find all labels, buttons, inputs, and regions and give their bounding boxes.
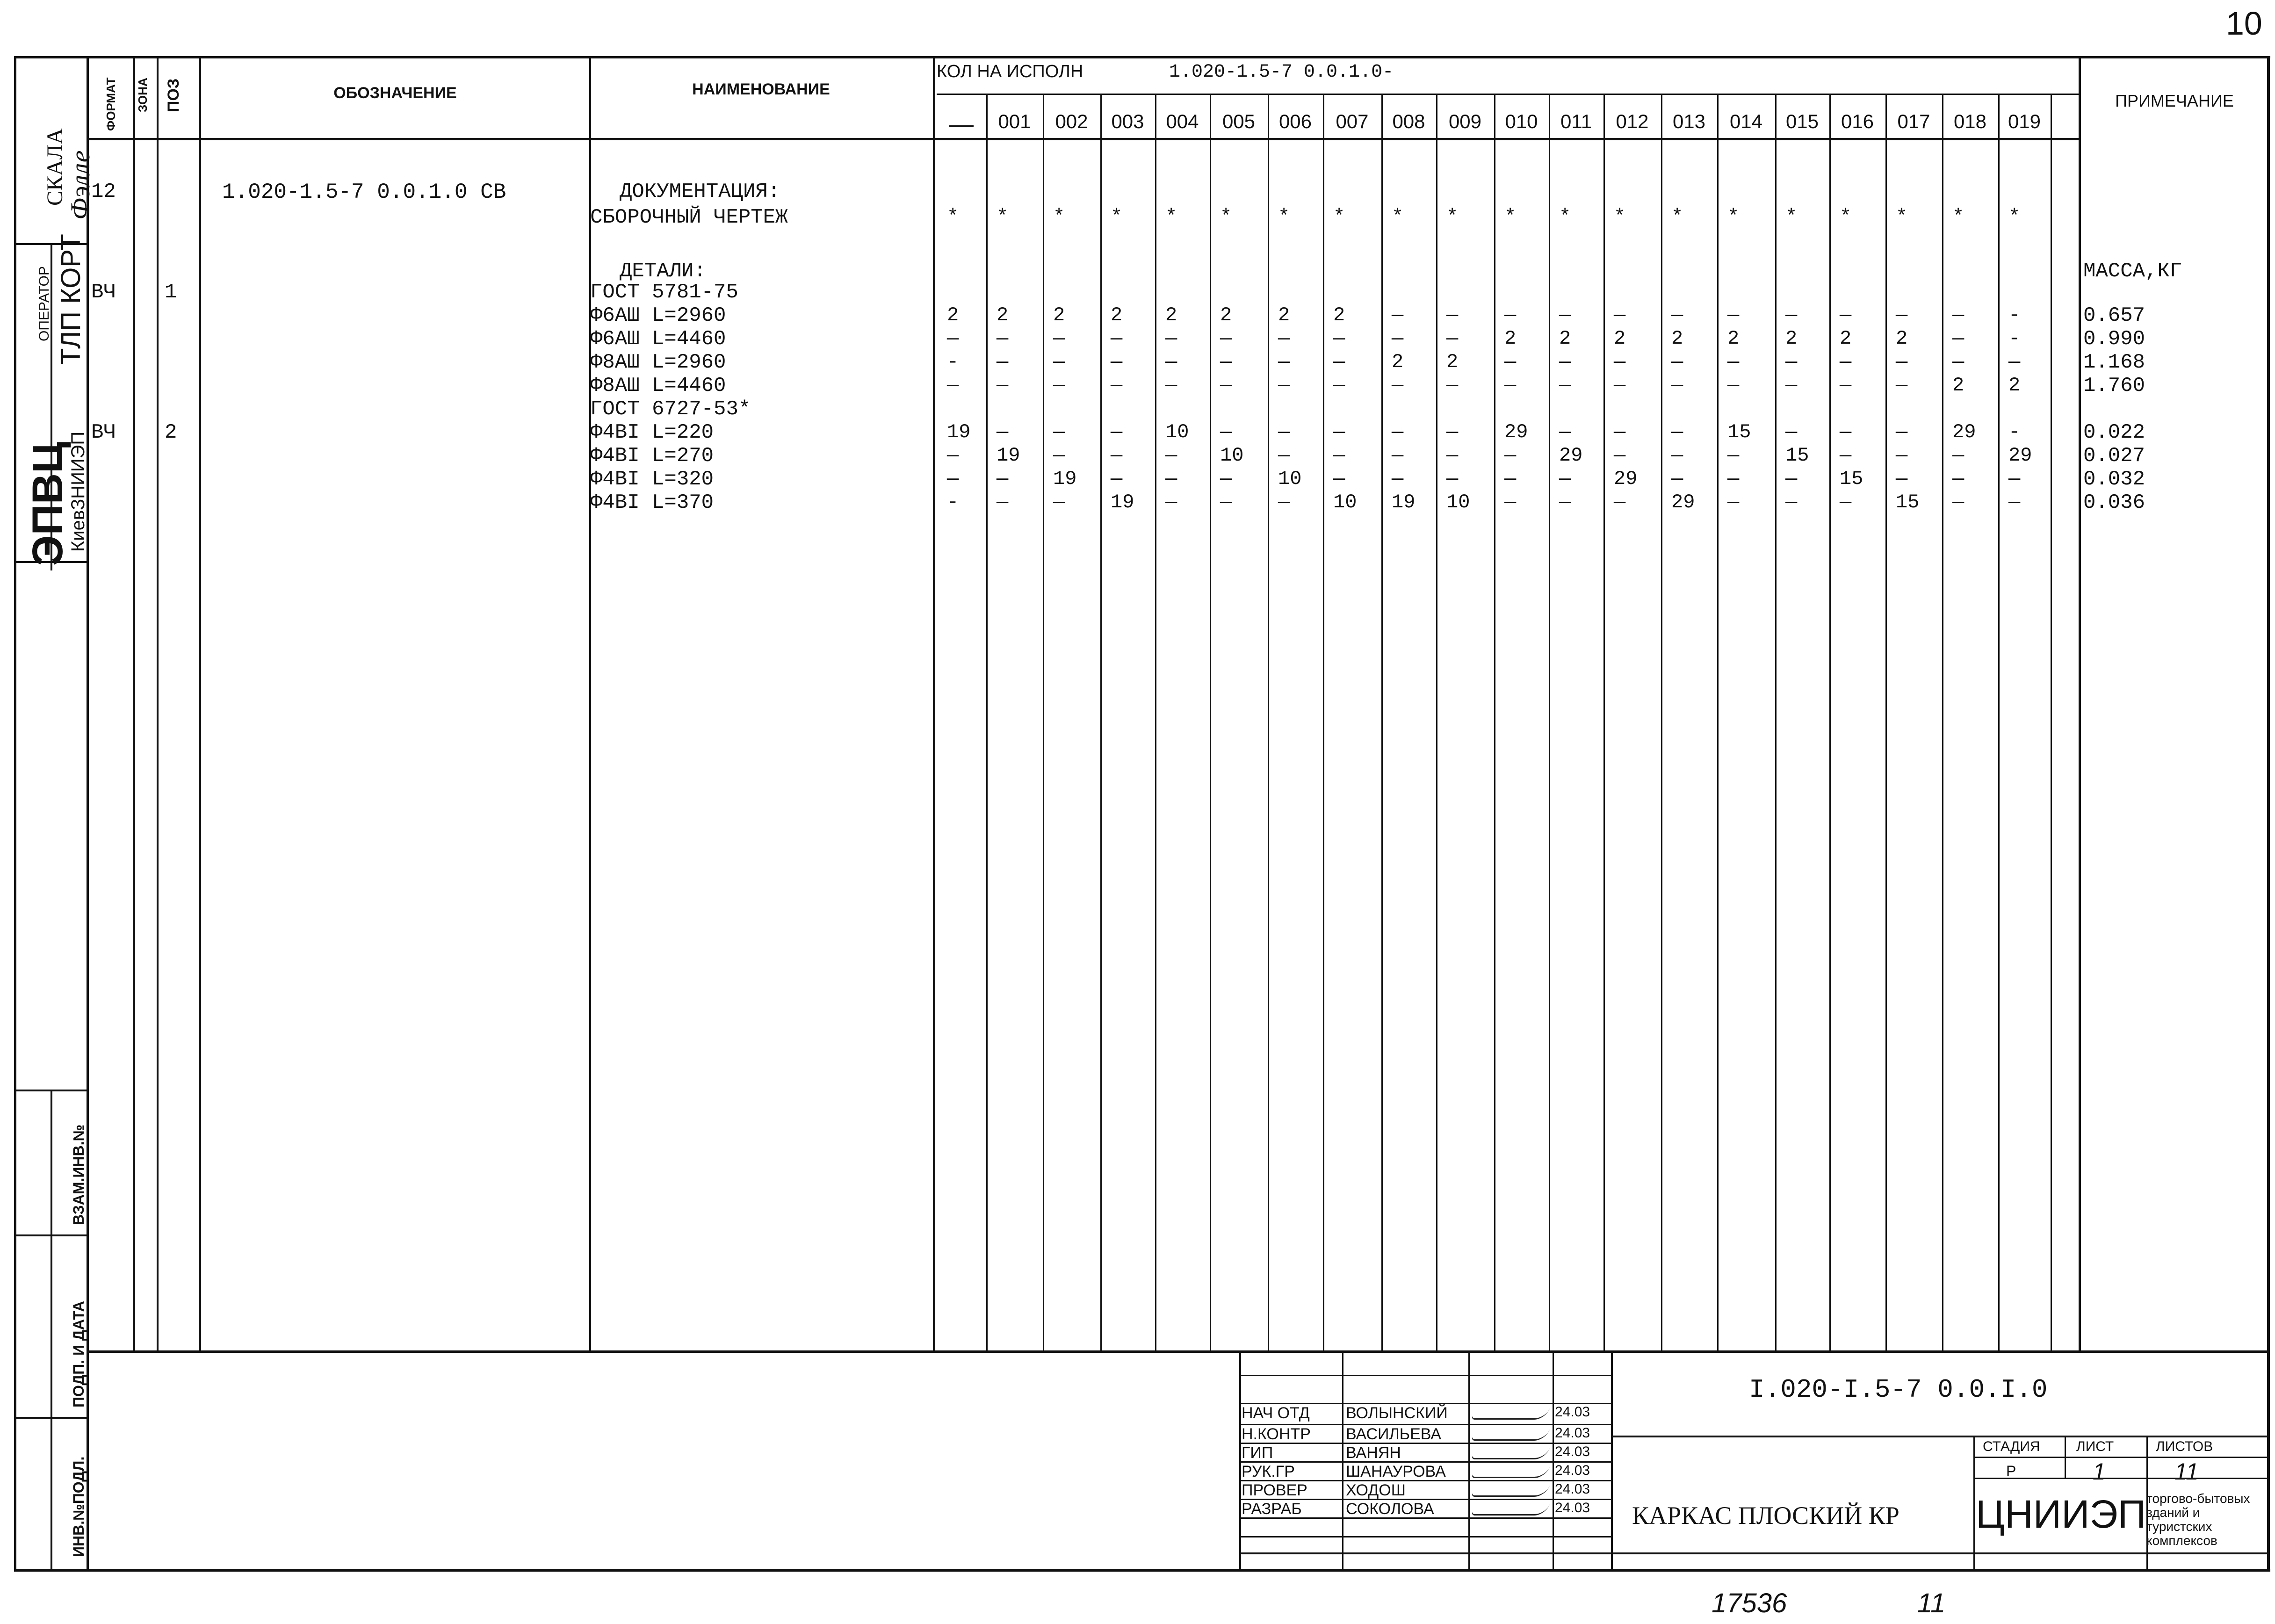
qty-cell: - bbox=[2008, 421, 2021, 443]
qty-cell: - bbox=[947, 351, 959, 373]
qty-cell: — bbox=[1614, 304, 1626, 326]
qty-cell: 2 bbox=[1896, 327, 1908, 350]
qty-cell: — bbox=[947, 327, 959, 350]
zone-header: ЗОНА bbox=[136, 78, 150, 112]
staff-date: 24.03 bbox=[1555, 1404, 1590, 1420]
variant-header-013: 013 bbox=[1672, 110, 1706, 132]
qty-cell: — bbox=[1614, 491, 1626, 513]
qty-cell: — bbox=[1559, 304, 1571, 326]
sheet-label: ЛИСТ bbox=[2076, 1439, 2114, 1454]
variant-header-016: 016 bbox=[1841, 110, 1874, 132]
qty-cell: * bbox=[1165, 206, 1177, 228]
qty-cell: 19 bbox=[1053, 468, 1077, 490]
qty-cell: — bbox=[1278, 351, 1290, 373]
qty-cell: — bbox=[1504, 468, 1517, 490]
variant-header-008: 008 bbox=[1392, 110, 1425, 132]
qty-cell: — bbox=[997, 421, 1009, 443]
variant-header-018: 018 bbox=[1953, 110, 1987, 132]
qty-cell: — bbox=[1671, 421, 1683, 443]
qty-cell: 19 bbox=[997, 444, 1020, 467]
row-name: ГОСТ 5781-75 bbox=[590, 281, 738, 304]
staff-signature bbox=[1471, 1504, 1550, 1516]
qty-cell: — bbox=[1896, 468, 1908, 490]
qty-cell: — bbox=[1727, 468, 1740, 490]
qty-cell: 29 bbox=[2008, 444, 2032, 467]
qty-cell: — bbox=[1952, 327, 1964, 350]
qty-cell: — bbox=[1671, 468, 1683, 490]
variant-header-010: 010 bbox=[1505, 110, 1538, 132]
row-name: Ф4ВI L=320 bbox=[590, 468, 714, 491]
qty-cell: — bbox=[1671, 444, 1683, 467]
qty-cell: — bbox=[997, 491, 1009, 513]
row-name: ДЕТАЛИ: bbox=[620, 260, 706, 283]
qty-cell: 2 bbox=[1278, 304, 1290, 326]
variant-header-002: 002 bbox=[1055, 110, 1088, 132]
qty-cell: — bbox=[1559, 374, 1571, 397]
qty-cell: — bbox=[1220, 351, 1232, 373]
qty-cell: 19 bbox=[1392, 491, 1416, 513]
qty-cell: — bbox=[1053, 444, 1065, 467]
side-kiev: КиевЗНИИЭП bbox=[68, 431, 88, 552]
row-note: 1.760 bbox=[2083, 374, 2145, 397]
qty-cell: 2 bbox=[1446, 351, 1459, 373]
qty-cell: — bbox=[1220, 374, 1232, 397]
qty-cell: — bbox=[1785, 304, 1798, 326]
variant-header-011: 011 bbox=[1560, 110, 1592, 132]
qty-cell: — bbox=[1896, 421, 1908, 443]
qty-cell: 2 bbox=[2008, 374, 2021, 397]
qty-cell: 15 bbox=[1785, 444, 1809, 467]
staff-date: 24.03 bbox=[1555, 1500, 1590, 1516]
staff-name: ВАСИЛЬЕВА bbox=[1346, 1425, 1441, 1443]
row-note: МАССА,КГ bbox=[2083, 260, 2182, 283]
qty-cell: 2 bbox=[1671, 327, 1683, 350]
qty-cell: — bbox=[1392, 327, 1404, 350]
qty-cell: — bbox=[1671, 304, 1683, 326]
qty-cell: — bbox=[1896, 304, 1908, 326]
qty-cell: — bbox=[1053, 374, 1065, 397]
qty-cell: — bbox=[1392, 374, 1404, 397]
variant-header-base: — bbox=[949, 111, 974, 138]
note-header: ПРИМЕЧАНИЕ bbox=[2115, 91, 2234, 110]
qty-cell: 29 bbox=[1671, 491, 1695, 513]
row-note: 0.657 bbox=[2083, 304, 2145, 327]
qty-cell: — bbox=[1165, 374, 1177, 397]
qty-cell: — bbox=[1504, 444, 1517, 467]
qty-cell: — bbox=[1111, 327, 1123, 350]
side-epvc: ЭПВЦ bbox=[24, 441, 72, 566]
qty-cell: — bbox=[1053, 421, 1065, 443]
qty-cell: — bbox=[947, 374, 959, 397]
qty-cell: — bbox=[1785, 374, 1798, 397]
qty-cell: — bbox=[1727, 351, 1740, 373]
qty-cell: — bbox=[1278, 327, 1290, 350]
name-header: НАИМЕНОВАНИЕ bbox=[692, 80, 830, 98]
stage-label: СТАДИЯ bbox=[1983, 1439, 2040, 1454]
row-name: Ф8АШ L=2960 bbox=[590, 351, 726, 374]
qty-cell: — bbox=[1111, 444, 1123, 467]
qty-cell: 2 bbox=[1952, 374, 1964, 397]
staff-name: ВАНЯН bbox=[1346, 1444, 1401, 1462]
qty-cell: — bbox=[1785, 491, 1798, 513]
qty-cell: 2 bbox=[1785, 327, 1798, 350]
side-label-scale: СКАЛА bbox=[43, 128, 67, 206]
qty-cell: 2 bbox=[1392, 351, 1404, 373]
qty-cell: 19 bbox=[1111, 491, 1134, 513]
org-name: ЦНИИЭП bbox=[1976, 1492, 2146, 1536]
qty-cell: — bbox=[1333, 444, 1345, 467]
row-name: Ф6АШ L=4460 bbox=[590, 327, 726, 351]
sheets-label: ЛИСТОВ bbox=[2156, 1439, 2213, 1454]
qty-cell: - bbox=[2008, 304, 2021, 326]
qty-cell: — bbox=[1504, 491, 1517, 513]
qty-cell: 10 bbox=[1220, 444, 1244, 467]
side-inv: ИНВ.№ПОДЛ. bbox=[70, 1456, 87, 1557]
qty-cell: — bbox=[1165, 444, 1177, 467]
row-name: Ф4ВI L=270 bbox=[590, 444, 714, 468]
qty-cell: — bbox=[1333, 421, 1345, 443]
staff-role: РАЗРАБ bbox=[1242, 1500, 1302, 1518]
qty-cell: 2 bbox=[1053, 304, 1065, 326]
org-sub: торгово-бытовых зданий и туристских комплексов bbox=[2146, 1491, 2250, 1548]
row-note: 0.027 bbox=[2083, 444, 2145, 468]
qty-cell: — bbox=[1392, 444, 1404, 467]
page-number: 10 bbox=[2226, 5, 2262, 42]
side-tlp: ТЛП КОРТ bbox=[56, 234, 86, 365]
qty-cell: — bbox=[1220, 421, 1232, 443]
qty-cell: — bbox=[1446, 327, 1459, 350]
qty-cell: — bbox=[1727, 491, 1740, 513]
qty-cell: 29 bbox=[1614, 468, 1638, 490]
qty-cell: 2 bbox=[1559, 327, 1571, 350]
qty-cell: — bbox=[1785, 421, 1798, 443]
qty-cell: — bbox=[1446, 468, 1459, 490]
qty-cell: * bbox=[1111, 206, 1123, 228]
row-name: СБОРОЧНЫЙ ЧЕРТЕЖ bbox=[590, 206, 788, 229]
qty-cell: — bbox=[1053, 327, 1065, 350]
staff-signature bbox=[1471, 1429, 1550, 1441]
qty-cell: — bbox=[1446, 444, 1459, 467]
qty-cell: — bbox=[1220, 491, 1232, 513]
qty-caption: КОЛ НА ИСПОЛН bbox=[937, 62, 1083, 81]
qty-cell: — bbox=[1896, 444, 1908, 467]
staff-signature bbox=[1471, 1448, 1550, 1459]
qty-cell: 29 bbox=[1559, 444, 1583, 467]
qty-cell: — bbox=[947, 468, 959, 490]
qty-cell: — bbox=[947, 444, 959, 467]
qty-cell: — bbox=[1220, 468, 1232, 490]
qty-cell: — bbox=[1165, 468, 1177, 490]
variant-header-003: 003 bbox=[1111, 110, 1144, 132]
qty-cell: — bbox=[1559, 468, 1571, 490]
qty-cell: * bbox=[2008, 206, 2021, 228]
row-name: Ф8АШ L=4460 bbox=[590, 374, 726, 397]
qty-cell: — bbox=[1952, 304, 1964, 326]
staff-date: 24.03 bbox=[1555, 1481, 1590, 1497]
row-pos: 2 bbox=[165, 421, 177, 444]
row-format: ВЧ bbox=[91, 421, 116, 444]
side-vzam: ВЗАМ.ИНВ.№ bbox=[70, 1124, 87, 1225]
row-name: Ф4ВI L=220 bbox=[590, 421, 714, 444]
row-pos: 1 bbox=[165, 281, 177, 304]
staff-date: 24.03 bbox=[1555, 1444, 1590, 1459]
row-format: ВЧ bbox=[91, 281, 116, 304]
qty-cell: - bbox=[947, 491, 959, 513]
qty-cell: — bbox=[1671, 351, 1683, 373]
designation-header: ОБОЗНАЧЕНИЕ bbox=[333, 84, 457, 102]
qty-cell: — bbox=[997, 327, 1009, 350]
qty-cell: — bbox=[1111, 351, 1123, 373]
qty-cell: * bbox=[1446, 206, 1459, 228]
qty-cell: 10 bbox=[1333, 491, 1357, 513]
qty-cell: — bbox=[2008, 491, 2021, 513]
qty-cell: — bbox=[1333, 351, 1345, 373]
qty-cell: — bbox=[1952, 491, 1964, 513]
row-format: 12 bbox=[91, 180, 116, 203]
variant-header-009: 009 bbox=[1448, 110, 1482, 132]
qty-cell: * bbox=[1053, 206, 1065, 228]
qty-cell: * bbox=[947, 206, 959, 228]
qty-cell: — bbox=[1559, 351, 1571, 373]
qty-cell: * bbox=[1333, 206, 1345, 228]
qty-cell: — bbox=[1840, 374, 1852, 397]
staff-signature bbox=[1471, 1466, 1550, 1478]
doc-code: I.020-I.5-7 0.0.I.0 bbox=[1749, 1375, 2048, 1405]
row-name: Ф6АШ L=2960 bbox=[590, 304, 726, 327]
row-note: 0.990 bbox=[2083, 327, 2145, 351]
stage-value: Р bbox=[2006, 1463, 2016, 1480]
qty-cell: 2 bbox=[1111, 304, 1123, 326]
qty-cell: — bbox=[1952, 444, 1964, 467]
qty-cell: * bbox=[1671, 206, 1683, 228]
staff-name: ХОДОШ bbox=[1346, 1481, 1406, 1499]
qty-cell: — bbox=[1220, 327, 1232, 350]
staff-date: 24.03 bbox=[1555, 1463, 1590, 1478]
qty-cell: — bbox=[1840, 491, 1852, 513]
qty-cell: — bbox=[1614, 374, 1626, 397]
row-name: ДОКУМЕНТАЦИЯ: bbox=[620, 180, 780, 203]
qty-cell: — bbox=[1614, 421, 1626, 443]
staff-signature bbox=[1471, 1485, 1550, 1497]
qty-cell: 2 bbox=[997, 304, 1009, 326]
qty-cell: — bbox=[1278, 374, 1290, 397]
qty-cell: * bbox=[1727, 206, 1740, 228]
qty-cell: * bbox=[1504, 206, 1517, 228]
row-note: 0.032 bbox=[2083, 468, 2145, 491]
staff-name: СОКОЛОВА bbox=[1346, 1500, 1434, 1518]
qty-cell: — bbox=[1840, 304, 1852, 326]
qty-cell: * bbox=[1559, 206, 1571, 228]
qty-cell: — bbox=[1446, 421, 1459, 443]
qty-cell: 15 bbox=[1840, 468, 1863, 490]
qty-cell: 15 bbox=[1727, 421, 1751, 443]
qty-cell: — bbox=[1952, 468, 1964, 490]
bottom-number-2: 11 bbox=[1917, 1588, 1946, 1618]
qty-cell: — bbox=[1111, 374, 1123, 397]
qty-cell: — bbox=[1840, 351, 1852, 373]
qty-cell: — bbox=[997, 351, 1009, 373]
staff-role: ГИП bbox=[1242, 1444, 1273, 1462]
qty-cell: — bbox=[1785, 468, 1798, 490]
qty-cell: 2 bbox=[947, 304, 959, 326]
sheets-value: 11 bbox=[2174, 1458, 2199, 1485]
qty-cell: * bbox=[1278, 206, 1290, 228]
qty-cell: — bbox=[1278, 444, 1290, 467]
qty-cell: — bbox=[1333, 327, 1345, 350]
qty-cell: * bbox=[1785, 206, 1798, 228]
qty-cell: * bbox=[1896, 206, 1908, 228]
variant-header-001: 001 bbox=[998, 110, 1031, 132]
sheet-value: 1 bbox=[2093, 1458, 2106, 1485]
qty-cell: — bbox=[997, 468, 1009, 490]
qty-cell: — bbox=[1165, 491, 1177, 513]
side-podp: ПОДП. И ДАТА bbox=[70, 1301, 87, 1407]
qty-cell: — bbox=[1727, 444, 1740, 467]
staff-role: НАЧ ОТД bbox=[1242, 1404, 1310, 1422]
qty-cell: — bbox=[1446, 304, 1459, 326]
staff-signature bbox=[1471, 1408, 1550, 1420]
row-designation: 1.020-1.5-7 0.0.1.0 СВ bbox=[222, 180, 506, 204]
qty-cell: — bbox=[1559, 421, 1571, 443]
qty-cell: — bbox=[1952, 351, 1964, 373]
qty-cell: * bbox=[997, 206, 1009, 228]
variant-header-006: 006 bbox=[1278, 110, 1312, 132]
qty-cell: 10 bbox=[1165, 421, 1189, 443]
staff-date: 24.03 bbox=[1555, 1425, 1590, 1441]
side-operator: ОПЕРАТОР bbox=[36, 266, 52, 341]
qty-cell: 2 bbox=[1614, 327, 1626, 350]
staff-name: ВОЛЫНСКИЙ bbox=[1346, 1404, 1448, 1422]
qty-cell: 2 bbox=[1165, 304, 1177, 326]
qty-cell: — bbox=[1111, 421, 1123, 443]
qty-cell: 19 bbox=[947, 421, 971, 443]
qty-cell: — bbox=[1840, 444, 1852, 467]
qty-cell: — bbox=[1392, 421, 1404, 443]
qty-cell: — bbox=[1614, 444, 1626, 467]
staff-name: ШАНАУРОВА bbox=[1346, 1463, 1446, 1480]
staff-role: ПРОВЕР bbox=[1242, 1481, 1307, 1499]
qty-cell: — bbox=[1671, 374, 1683, 397]
qty-cell: — bbox=[1896, 351, 1908, 373]
qty-cell: — bbox=[1446, 374, 1459, 397]
qty-cell: — bbox=[1840, 421, 1852, 443]
qty-cell: — bbox=[1785, 351, 1798, 373]
variant-header-019: 019 bbox=[2008, 110, 2041, 132]
qty-cell: 15 bbox=[1896, 491, 1920, 513]
qty-cell: — bbox=[2008, 351, 2021, 373]
variant-header-004: 004 bbox=[1166, 110, 1199, 132]
qty-cell: — bbox=[1165, 327, 1177, 350]
qty-cell: * bbox=[1614, 206, 1626, 228]
row-note: 0.036 bbox=[2083, 491, 2145, 514]
qty-cell: — bbox=[1727, 304, 1740, 326]
qty-cell: — bbox=[1278, 491, 1290, 513]
pos-header: ПОЗ bbox=[165, 78, 182, 112]
qty-cell: * bbox=[1840, 206, 1852, 228]
qty-cell: — bbox=[1504, 304, 1517, 326]
qty-cell: — bbox=[1727, 374, 1740, 397]
qty-cell: — bbox=[1896, 374, 1908, 397]
qty-cell: — bbox=[1165, 351, 1177, 373]
qty-cell: — bbox=[1111, 468, 1123, 490]
qty-cell: — bbox=[1392, 304, 1404, 326]
qty-cell: — bbox=[1053, 351, 1065, 373]
qty-cell: 2 bbox=[1333, 304, 1345, 326]
qty-base: 1.020-1.5-7 0.0.1.0- bbox=[1169, 62, 1394, 83]
qty-cell: — bbox=[1333, 468, 1345, 490]
qty-cell: 2 bbox=[1504, 327, 1517, 350]
row-name: Ф4ВI L=370 bbox=[590, 491, 714, 514]
qty-cell: * bbox=[1952, 206, 1964, 228]
qty-cell: * bbox=[1220, 206, 1232, 228]
qty-cell: 29 bbox=[1952, 421, 1976, 443]
variant-header-017: 017 bbox=[1897, 110, 1930, 132]
qty-cell: — bbox=[1333, 374, 1345, 397]
qty-cell: — bbox=[1504, 351, 1517, 373]
qty-cell: 10 bbox=[1278, 468, 1302, 490]
qty-cell: — bbox=[1559, 491, 1571, 513]
variant-header-007: 007 bbox=[1336, 110, 1369, 132]
format-header: ФОРМАТ bbox=[104, 77, 118, 131]
variant-header-014: 014 bbox=[1729, 110, 1763, 132]
qty-cell: — bbox=[1504, 374, 1517, 397]
qty-cell: — bbox=[1614, 351, 1626, 373]
row-name: ГОСТ 6727-53* bbox=[590, 397, 751, 421]
qty-cell: 10 bbox=[1446, 491, 1470, 513]
qty-cell: 2 bbox=[1727, 327, 1740, 350]
qty-cell: — bbox=[1392, 468, 1404, 490]
qty-cell: — bbox=[1053, 491, 1065, 513]
qty-cell: — bbox=[1278, 421, 1290, 443]
drawing-title: КАРКАС ПЛОСКИЙ КР bbox=[1632, 1501, 1899, 1530]
variant-header-012: 012 bbox=[1616, 110, 1649, 132]
staff-role: Н.КОНТР bbox=[1242, 1425, 1311, 1443]
bottom-number: 17536 bbox=[1712, 1588, 1787, 1618]
qty-cell: — bbox=[997, 374, 1009, 397]
qty-cell: 2 bbox=[1840, 327, 1852, 350]
qty-cell: * bbox=[1392, 206, 1404, 228]
staff-role: РУК.ГР bbox=[1242, 1463, 1295, 1480]
row-note: 0.022 bbox=[2083, 421, 2145, 444]
qty-cell: 2 bbox=[1220, 304, 1232, 326]
row-note: 1.168 bbox=[2083, 351, 2145, 374]
variant-header-015: 015 bbox=[1785, 110, 1819, 132]
variant-header-005: 005 bbox=[1222, 110, 1256, 132]
qty-cell: 29 bbox=[1504, 421, 1528, 443]
side-signature: Фэлле bbox=[65, 150, 95, 220]
qty-cell: - bbox=[2008, 327, 2021, 350]
qty-cell: — bbox=[2008, 468, 2021, 490]
